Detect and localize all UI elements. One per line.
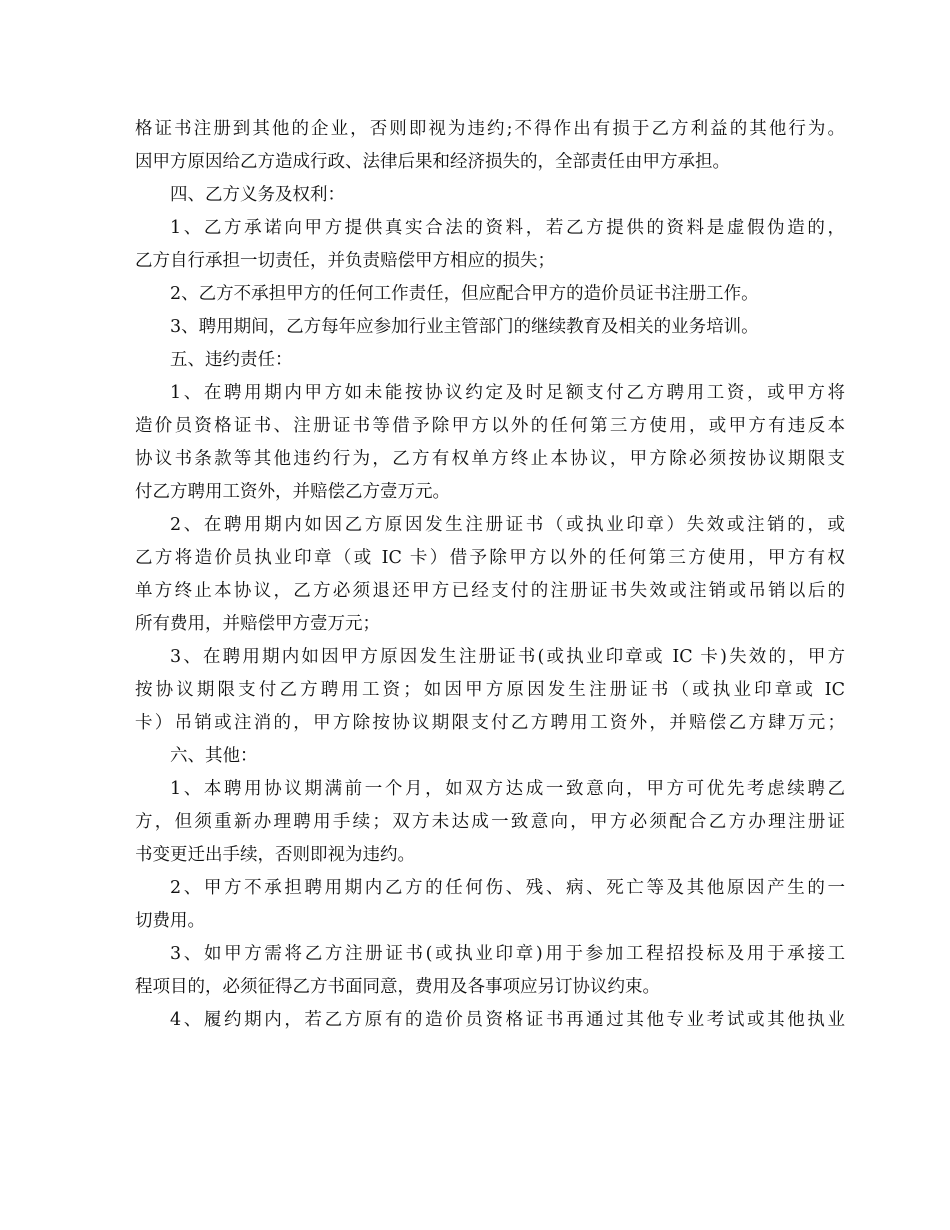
text-line: 1、乙方承诺向甲方提供真实合法的资料，若乙方提供的资料是虚假伪造的， <box>170 218 845 238</box>
text-line: 书变更迁出手续，否则即视为违约。 <box>135 845 415 865</box>
text-line: 单方终止本协议，乙方必须退还甲方已经支付的注册证书失效或注销或吊销以后的 <box>135 581 845 601</box>
document-body <box>135 113 845 1037</box>
text-line: 乙方将造价员执业印章（或 IC 卡）借予除甲方以外的任何第三方使用，甲方有权 <box>135 548 845 568</box>
text-line: 所有费用，并赔偿甲方壹万元； <box>135 614 380 634</box>
text-line: 造价员资格证书、注册证书等借予除甲方以外的任何第三方使用，或甲方有违反本 <box>135 416 845 436</box>
text-line: 3、在聘用期内如因甲方原因发生注册证书(或执业印章或 IC 卡)失效的，甲方 <box>170 647 845 667</box>
text-line: 3、如甲方需将乙方注册证书(或执业印章)用于参加工程招投标及用于承接工 <box>170 944 845 964</box>
text-line: 乙方自行承担一切责任，并负责赔偿甲方相应的损失； <box>135 251 555 271</box>
text-line: 2、在聘用期内如因乙方原因发生注册证书（或执业印章）失效或注销的，或 <box>170 515 845 535</box>
text-line: 按协议期限支付乙方聘用工资；如因甲方原因发生注册证书（或执业印章或 IC <box>135 680 845 700</box>
text-line: 1、本聘用协议期满前一个月，如双方达成一致意向，甲方可优先考虑续聘乙 <box>170 779 845 799</box>
text-line: 2、乙方不承担甲方的任何工作责任，但应配合甲方的造价员证书注册工作。 <box>170 284 759 304</box>
text-line: 付乙方聘用工资外，并赔偿乙方壹万元。 <box>135 482 450 502</box>
text-line: 1、在聘用期内甲方如未能按协议约定及时足额支付乙方聘用工资，或甲方将 <box>170 383 845 403</box>
text-line: 4、履约期内，若乙方原有的造价员资格证书再通过其他专业考试或其他执业 <box>170 1010 845 1030</box>
text-line: 四、乙方义务及权利： <box>170 185 345 205</box>
text-line: 2、甲方不承担聘用期内乙方的任何伤、残、病、死亡等及其他原因产生的一 <box>170 878 845 898</box>
text-line: 方，但须重新办理聘用手续；双方未达成一致意向，甲方必须配合乙方办理注册证 <box>135 812 845 832</box>
text-line: 协议书条款等其他违约行为，乙方有权单方终止本协议，甲方除必须按协议期限支 <box>135 449 845 469</box>
text-line: 格证书注册到其他的企业，否则即视为违约;不得作出有损于乙方利益的其他行为。 <box>135 119 845 139</box>
text-line: 3、聘用期间，乙方每年应参加行业主管部门的继续教育及相关的业务培训。 <box>170 317 759 337</box>
text-line: 因甲方原因给乙方造成行政、法律后果和经济损失的，全部责任由甲方承担。 <box>135 152 730 172</box>
text-line: 五、违约责任： <box>170 350 293 370</box>
text-line: 切费用。 <box>135 911 205 931</box>
text-line: 卡）吊销或注消的，甲方除按协议期限支付乙方聘用工资外，并赔偿乙方肆万元； <box>135 713 845 733</box>
text-line: 程项目的，必须征得乙方书面同意，费用及各事项应另订协议约束。 <box>135 977 660 997</box>
text-line: 六、其他： <box>170 746 258 766</box>
